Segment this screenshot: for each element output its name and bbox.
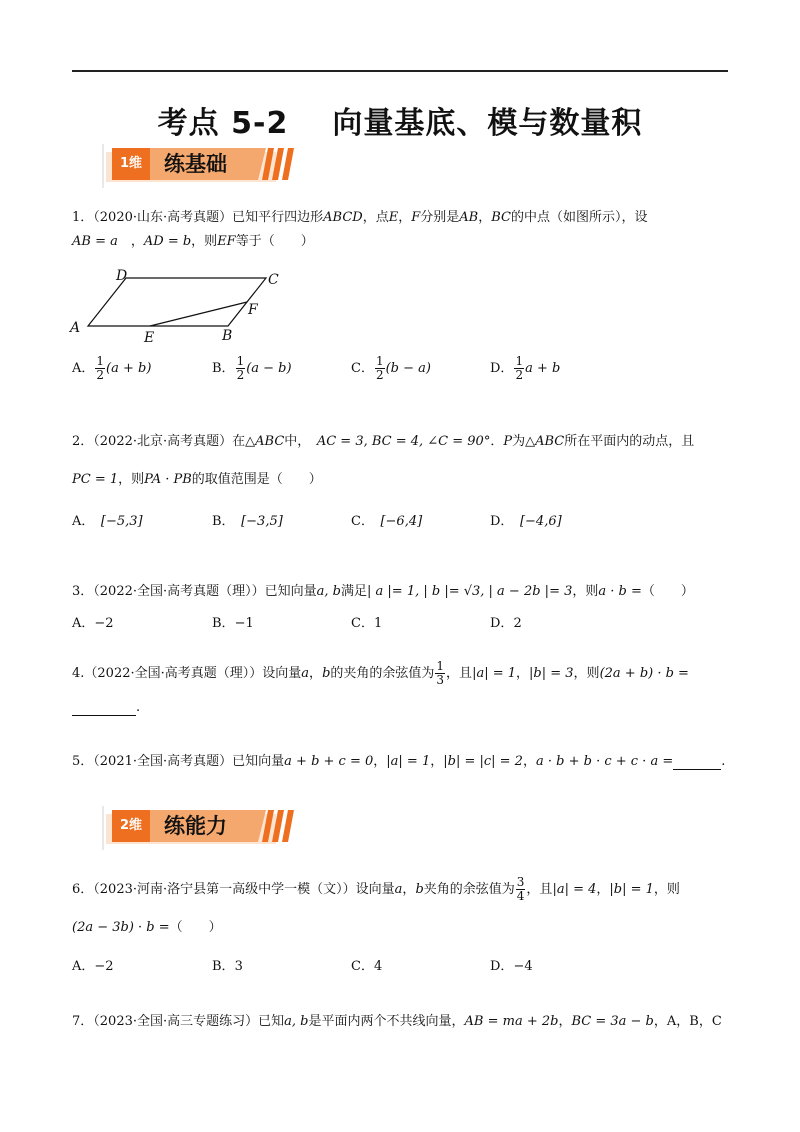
q2-option-b[interactable] — [212, 510, 283, 529]
fraction — [516, 876, 526, 903]
q4-math: |b| = 3 — [529, 666, 574, 681]
q4-math: b — [322, 666, 331, 681]
q6-option-b[interactable] — [212, 955, 243, 974]
option-value: (a − b) — [246, 361, 292, 376]
q5-math: |b| = |c| = 2 — [443, 754, 523, 769]
frac-num: 1 — [236, 354, 245, 368]
question-source: （2022·全国·高考真题（理）） — [84, 666, 263, 681]
title-topic: 向量基底、模与数量积 — [332, 106, 643, 141]
q6-text: ， — [402, 882, 416, 897]
q1-text: 的中点（如图所示），设 — [511, 210, 648, 225]
figure-label-e: E — [144, 330, 155, 346]
frac-den: 2 — [375, 368, 384, 382]
q6-math: |b| = 1 — [609, 882, 654, 897]
option-value: [−3,5] — [241, 514, 283, 529]
q2-text: 为 — [512, 434, 526, 449]
q1-math: F — [411, 210, 421, 225]
option-letter: C． — [351, 616, 374, 631]
q5-math: a · b + b · c + c · a = — [535, 754, 674, 769]
q6-math: |a| = 4 — [552, 882, 597, 897]
q2-text: 的取值范围是（ ） — [191, 472, 322, 487]
q1-text: 已知平行四边形 — [232, 210, 324, 225]
q1-text: ，点 — [362, 210, 389, 225]
frac-num: 1 — [436, 659, 445, 673]
q6-math: b — [415, 882, 424, 897]
q7-text: 是平面内两个不共线向量， — [308, 1014, 465, 1029]
frac-den: 4 — [516, 889, 525, 903]
q1-option-c[interactable] — [351, 355, 431, 382]
option-letter: A． — [72, 616, 95, 631]
option-value: a + b — [525, 361, 561, 376]
option-value: [−4,6] — [519, 514, 562, 529]
option-value: 4 — [373, 959, 383, 974]
question-3-line-1 — [72, 580, 694, 599]
q6-text: 设向量 — [355, 882, 395, 897]
q1-math: BC — [491, 210, 512, 225]
q2-math: P — [503, 434, 513, 449]
option-letter: B． — [212, 616, 235, 631]
q2-math: △ABC — [245, 434, 285, 449]
frac-num: 1 — [375, 354, 384, 368]
question-number: 3． — [72, 584, 94, 599]
option-value: 1 — [373, 616, 383, 631]
q2-math: AC = 3, BC = 4, ∠C = 90° — [316, 434, 491, 449]
q6-math: (2a − 3b) · b = — [72, 920, 170, 935]
figure-label-a: A — [70, 320, 81, 336]
question-number: 1． — [72, 210, 94, 225]
q6-math: a — [394, 882, 403, 897]
q6-text: ，且 — [526, 882, 553, 897]
section-banner-basic — [102, 144, 312, 188]
question-number: 7． — [72, 1014, 94, 1029]
option-value: (a + b) — [106, 361, 152, 376]
option-value: −2 — [94, 616, 114, 631]
slash-decoration-icon — [258, 810, 298, 842]
q1-math: AB — [459, 210, 479, 225]
frac-den: 3 — [436, 673, 445, 687]
frac-num: 1 — [96, 354, 105, 368]
parallelogram-figure — [66, 266, 296, 346]
q4-text: ， — [516, 666, 530, 681]
q3-option-c[interactable] — [351, 612, 382, 631]
option-value: 2 — [513, 616, 522, 631]
option-letter: D． — [490, 616, 514, 631]
q4-math: a — [301, 666, 310, 681]
q7-text: 已知 — [258, 1014, 285, 1029]
fraction — [95, 355, 105, 382]
top-rule — [72, 70, 728, 72]
question-source: （2020·山东·高考真题） — [93, 210, 233, 225]
frac-num: 1 — [515, 354, 524, 368]
q5-text: . — [721, 754, 726, 769]
question-source: （2023·全国·高三专题练习） — [93, 1014, 259, 1029]
q3-option-b[interactable] — [212, 612, 254, 631]
page-title — [0, 98, 800, 142]
q1-math: AD = b — [143, 234, 192, 249]
question-number: 5． — [72, 754, 94, 769]
q7-text: ，A，B，C — [653, 1014, 722, 1029]
question-1-line-2: AB = a ，AD = b，则EF等于（ ） — [72, 234, 314, 249]
option-letter: D． — [490, 959, 514, 974]
q4-text: ， — [309, 666, 323, 681]
q4-math: |a| = 1 — [472, 666, 517, 681]
figure-label-c: C — [268, 272, 279, 288]
q2-text: 中， — [284, 434, 304, 449]
option-value: −4 — [513, 959, 533, 974]
question-source: （2021·全国·高考真题） — [93, 754, 233, 769]
q4-text: . — [136, 700, 141, 715]
question-4-line-2 — [72, 700, 140, 716]
figure-label-b: B — [222, 328, 233, 344]
option-letter: D． — [490, 514, 507, 529]
question-number: 6． — [72, 882, 94, 897]
question-5-line-1 — [72, 750, 725, 770]
q4-math: (2a + b) · b = — [599, 666, 689, 681]
q4-text: 的夹角的余弦值为 — [330, 666, 435, 681]
q4-text: 设向量 — [262, 666, 302, 681]
q2-option-c[interactable] — [351, 510, 422, 529]
q4-text: ，且 — [446, 666, 473, 681]
option-letter: A． — [72, 361, 95, 376]
q5-text: ， — [522, 754, 536, 769]
q3-text: ，则 — [572, 584, 599, 599]
banner-divider — [102, 144, 104, 188]
option-letter: B． — [212, 959, 235, 974]
q3-text: 已知向量 — [264, 584, 317, 599]
question-source: （2022·全国·高考真题（理）） — [93, 584, 265, 599]
option-letter: C． — [351, 361, 374, 376]
q6-text: ， — [596, 882, 610, 897]
q1-text: 分别是 — [420, 210, 460, 225]
figure-label-d: D — [116, 268, 128, 284]
q1-text: ，则 — [191, 234, 218, 249]
section-badge: 2维 — [112, 810, 150, 842]
question-source: （2022·北京·高考真题） — [93, 434, 233, 449]
q5-text: ， — [373, 754, 387, 769]
q6-option-c[interactable] — [351, 955, 382, 974]
q4-text: ，则 — [573, 666, 600, 681]
q3-math: a · b = — [598, 584, 642, 599]
q6-option-a[interactable] — [72, 955, 114, 974]
section-label: 练基础 — [150, 148, 258, 180]
section-label: 练能力 — [150, 810, 258, 842]
figure-label-f: F — [248, 302, 258, 318]
frac-den: 2 — [96, 368, 105, 382]
q2-option-a[interactable] — [72, 510, 143, 529]
option-letter: C． — [351, 514, 368, 529]
q5-math: |a| = 1 — [386, 754, 431, 769]
frac-den: 2 — [236, 368, 245, 382]
option-letter: B． — [212, 514, 229, 529]
q1-option-a[interactable] — [72, 355, 151, 382]
q2-math: PC = 1 — [72, 472, 119, 487]
q1-text: ， — [398, 210, 412, 225]
answer-blank[interactable] — [72, 700, 136, 716]
q3-option-a[interactable] — [72, 612, 114, 631]
slash-decoration-icon — [258, 148, 298, 180]
q3-math: a, b — [316, 584, 341, 599]
fraction — [375, 355, 385, 382]
q1-math: AB = a — [72, 234, 118, 249]
q6-text: ，则 — [653, 882, 680, 897]
option-letter: B． — [212, 361, 235, 376]
q7-math: a, b — [284, 1014, 309, 1029]
question-6-line-2 — [72, 916, 222, 935]
q2-text: ，则 — [118, 472, 145, 487]
q7-text: ， — [558, 1014, 572, 1029]
banner-divider — [102, 806, 104, 850]
q1-math: ABCD — [323, 210, 363, 225]
question-number: 2． — [72, 434, 94, 449]
q7-math: AB = ma + 2b — [464, 1014, 559, 1029]
q2-text: 所在平面内的动点，且 — [564, 434, 695, 449]
option-letter: D． — [490, 361, 514, 376]
q2-option-d[interactable] — [490, 510, 562, 529]
question-6-line-1 — [72, 876, 680, 903]
fraction — [236, 355, 246, 382]
q3-text: 满足 — [341, 584, 368, 599]
q3-text: （ ） — [641, 584, 694, 599]
section-banner-ability — [102, 806, 312, 850]
question-1-line-1 — [72, 206, 648, 225]
q1-option-b[interactable] — [212, 355, 292, 382]
title-code: 考点 5-2 — [157, 106, 289, 141]
q2-math: △ABC — [525, 434, 565, 449]
q7-math: BC = 3a − b — [571, 1014, 654, 1029]
option-value: [−6,4] — [380, 514, 423, 529]
fraction — [435, 660, 445, 687]
q6-text: （ ） — [169, 920, 222, 935]
option-letter: A． — [72, 959, 95, 974]
option-value: 3 — [234, 959, 243, 974]
question-7-line-1 — [72, 1010, 722, 1029]
option-value: (b − a) — [385, 361, 431, 376]
question-2-line-2 — [72, 468, 322, 487]
q5-text: ， — [430, 754, 444, 769]
option-letter: C． — [351, 959, 374, 974]
section-badge: 1维 — [112, 148, 150, 180]
question-source: （2023·河南·洛宁县第一高级中学一模（文）） — [93, 882, 356, 897]
q2-text: 在 — [232, 434, 246, 449]
q6-text: 夹角的余弦值为 — [423, 882, 515, 897]
q3-math: | a |= 1, | b |= √3, | a − 2b |= 3 — [367, 584, 573, 599]
q1-math: E — [388, 210, 399, 225]
q1-text: 等于（ ） — [235, 234, 314, 249]
q2-math: PA · PB — [144, 472, 192, 487]
fraction — [514, 355, 524, 382]
option-value: −2 — [94, 959, 114, 974]
q6-option-d[interactable] — [490, 955, 533, 974]
frac-den: 2 — [515, 368, 524, 382]
question-4-line-1 — [72, 660, 689, 687]
option-value: −1 — [234, 616, 254, 631]
q1-text: ， — [478, 210, 492, 225]
answer-blank[interactable] — [673, 754, 721, 770]
q1-option-d[interactable] — [490, 355, 560, 382]
q2-text: ． — [490, 434, 504, 449]
q3-option-d[interactable] — [490, 612, 522, 631]
question-2-line-1 — [72, 430, 694, 449]
option-letter: A． — [72, 514, 88, 529]
q1-math: EF — [217, 234, 236, 249]
frac-num: 3 — [516, 875, 525, 889]
option-value: [−5,3] — [100, 514, 143, 529]
q5-math: a + b + c = 0 — [284, 754, 374, 769]
question-number: 4. — [72, 666, 85, 681]
q5-text: 已知向量 — [232, 754, 285, 769]
